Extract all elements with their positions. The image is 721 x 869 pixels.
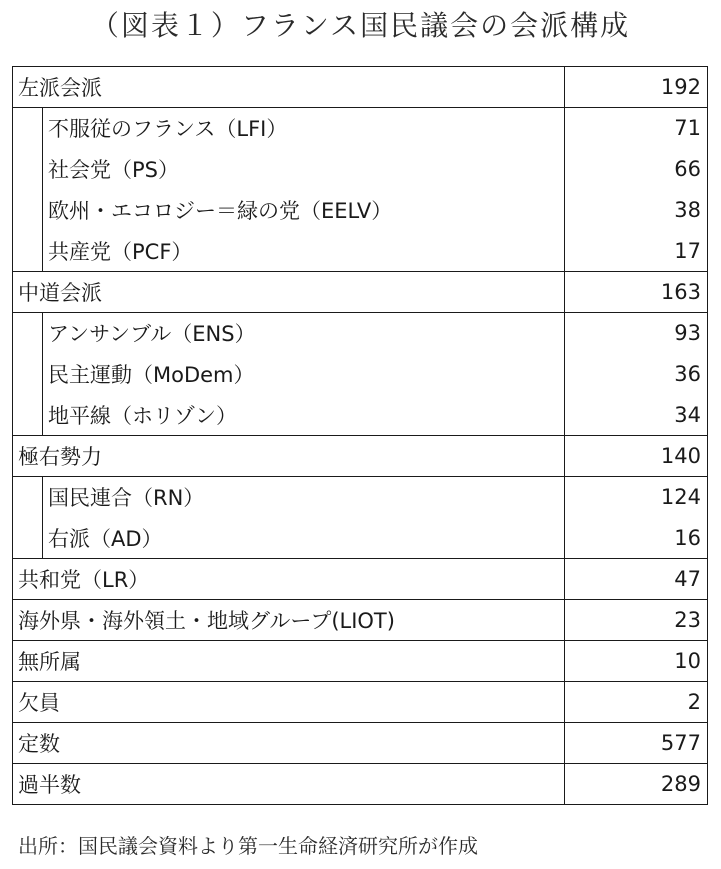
indent-spacer xyxy=(13,354,43,395)
table-row-sub xyxy=(13,149,708,190)
row-label: 無所属 xyxy=(13,641,565,682)
table-row-sub xyxy=(13,313,708,354)
row-label: アンサンブル（ENS） xyxy=(43,313,565,354)
row-value: 577 xyxy=(565,723,708,764)
row-label: 共和党（LR） xyxy=(13,559,565,600)
row-value: 10 xyxy=(565,641,708,682)
page-title: （図表１）フランス国民議会の会派構成 xyxy=(90,9,631,42)
table-row-group xyxy=(13,641,708,682)
indent-spacer xyxy=(13,231,43,272)
row-label: 過半数 xyxy=(13,764,565,805)
row-value: 34 xyxy=(565,395,708,436)
row-label: 欧州・エコロジー＝緑の党（EELV） xyxy=(43,190,565,231)
row-label: 欠員 xyxy=(13,682,565,723)
row-label: 右派（AD） xyxy=(43,518,565,559)
indent-spacer xyxy=(13,477,43,518)
table-row-sub xyxy=(13,108,708,149)
table-row-group xyxy=(13,559,708,600)
table-row-sub xyxy=(13,395,708,436)
faction-table xyxy=(12,66,708,805)
row-value: 17 xyxy=(565,231,708,272)
row-label: 民主運動（MoDem） xyxy=(43,354,565,395)
row-label: 地平線（ホリゾン） xyxy=(43,395,565,436)
row-value: 93 xyxy=(565,313,708,354)
row-value: 192 xyxy=(565,67,708,108)
table-row-group xyxy=(13,764,708,805)
row-value: 163 xyxy=(565,272,708,313)
row-label: 極右勢力 xyxy=(13,436,565,477)
row-label: 国民連合（RN） xyxy=(43,477,565,518)
table-row-sub xyxy=(13,231,708,272)
table-row-group xyxy=(13,67,708,108)
row-label: 左派会派 xyxy=(13,67,565,108)
table-row-sub xyxy=(13,190,708,231)
indent-spacer xyxy=(13,190,43,231)
row-label: 不服従のフランス（LFI） xyxy=(43,108,565,149)
indent-spacer xyxy=(13,313,43,354)
table-row-group xyxy=(13,436,708,477)
row-value: 38 xyxy=(565,190,708,231)
table-row-group xyxy=(13,600,708,641)
row-value: 23 xyxy=(565,600,708,641)
row-value: 289 xyxy=(565,764,708,805)
indent-spacer xyxy=(13,395,43,436)
indent-spacer xyxy=(13,518,43,559)
row-label: 定数 xyxy=(13,723,565,764)
table-row-sub xyxy=(13,518,708,559)
table-row-group xyxy=(13,272,708,313)
table-row-sub xyxy=(13,354,708,395)
row-value: 36 xyxy=(565,354,708,395)
row-value: 71 xyxy=(565,108,708,149)
row-value: 124 xyxy=(565,477,708,518)
row-value: 66 xyxy=(565,149,708,190)
row-value: 140 xyxy=(565,436,708,477)
row-label: 中道会派 xyxy=(13,272,565,313)
row-label: 共産党（PCF） xyxy=(43,231,565,272)
row-label: 社会党（PS） xyxy=(43,149,565,190)
table-row-sub xyxy=(13,477,708,518)
row-value: 16 xyxy=(565,518,708,559)
row-value: 2 xyxy=(565,682,708,723)
table-row-group xyxy=(13,682,708,723)
indent-spacer xyxy=(13,149,43,190)
row-value: 47 xyxy=(565,559,708,600)
table-row-group xyxy=(13,723,708,764)
indent-spacer xyxy=(13,108,43,149)
row-label: 海外県・海外領土・地域グループ(LIOT) xyxy=(13,600,565,641)
source-note: 出所：国民議会資料より第一生命経済研究所が作成 xyxy=(18,834,478,858)
